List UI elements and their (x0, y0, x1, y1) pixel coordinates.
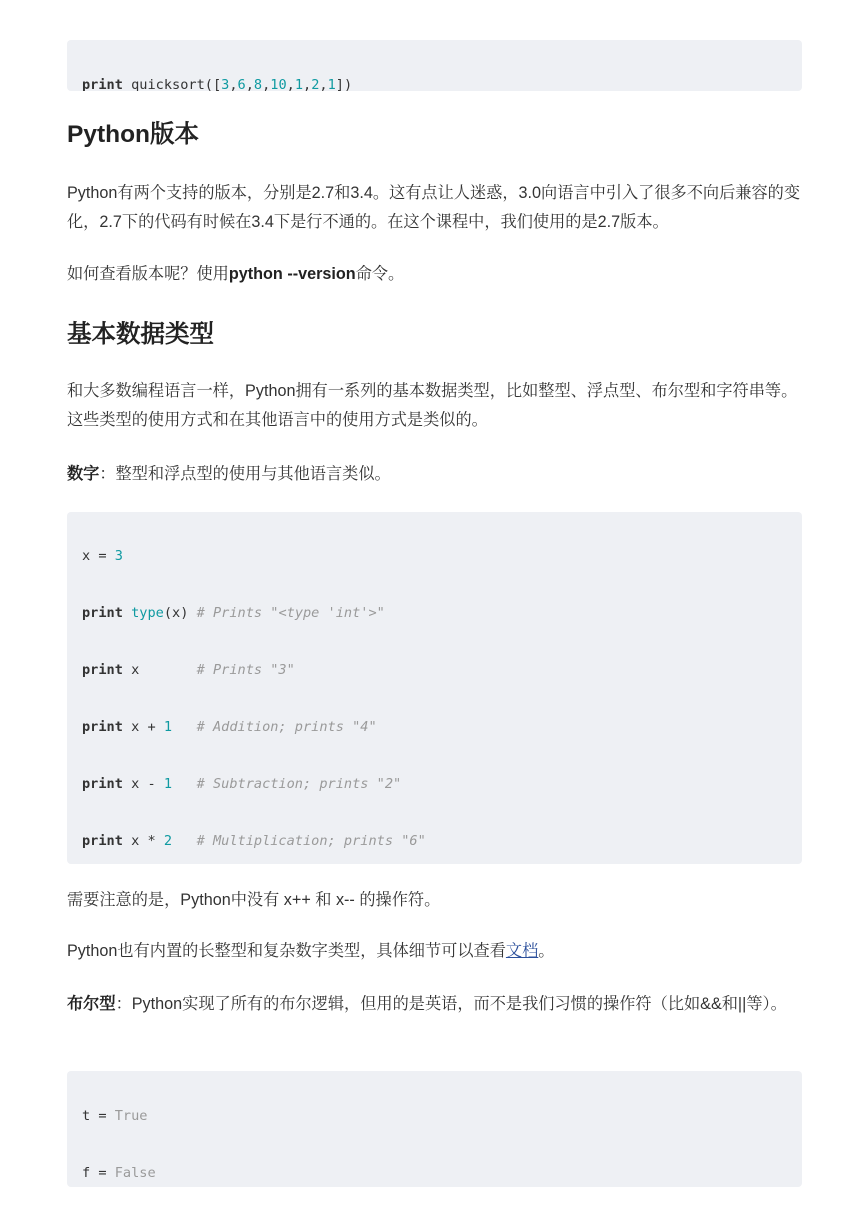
command-text: python --version (228, 265, 356, 283)
code-line: x = 3 (82, 548, 123, 564)
heading-python-version: Python版本 (67, 121, 200, 148)
code-block-numbers (67, 512, 802, 864)
paragraph-no-increment: 需要注意的是，Python中没有 x++ 和 x-- 的操作符。 (67, 891, 441, 909)
code-line: print quicksort([3,6,8,10,1,2,1]) (82, 77, 353, 91)
paragraph-long-complex: Python也有内置的长整型和复杂数字类型，具体细节可以查看文档。 (67, 942, 555, 960)
docs-link[interactable]: 文档 (505, 942, 539, 960)
heading-basic-types: 基本数据类型 (67, 321, 214, 348)
code-line: f = False (82, 1165, 156, 1182)
code-line: print x - 1 # Subtraction; prints "2" (82, 776, 402, 793)
paragraph-version-intro: Python有两个支持的版本，分别是2.7和3.4。这有点让人迷惑，3.0向语言中引入了很多不向后兼容的变化，2.7下的代码有时候在3.4下是行不通的。在这个课程中，我们使用的是2.7版本。 (67, 184, 801, 231)
code-line: print type(x) # Prints "<type 'int'>" (82, 605, 385, 622)
code-line: t = True (82, 1108, 148, 1124)
paragraph-booleans: 布尔型：Python实现了所有的布尔逻辑，但用的是英语，而不是我们习惯的操作符（比如&&和||等）。 (67, 995, 787, 1013)
paragraph-numbers: 数字：整型和浮点型的使用与其他语言类似。 (67, 465, 391, 483)
paragraph-check-version: 如何查看版本呢？使用python --version命令。 (67, 265, 405, 283)
code-line: print x + 1 # Addition; prints "4" (82, 719, 377, 736)
label-booleans: 布尔型 (67, 995, 116, 1013)
code-block-quicksort (67, 40, 802, 91)
code-line: print x * 2 # Multiplication; prints "6" (82, 833, 426, 850)
code-line: print x # Prints "3" (82, 662, 295, 679)
label-numbers: 数字 (67, 465, 100, 483)
code-block-booleans (67, 1071, 802, 1187)
paragraph-types-intro: 和大多数编程语言一样，Python拥有一系列的基本数据类型，比如整型、浮点型、布尔型和字符串等。这些类型的使用方式和在其他语言中的使用方式是类似的。 (67, 382, 798, 429)
